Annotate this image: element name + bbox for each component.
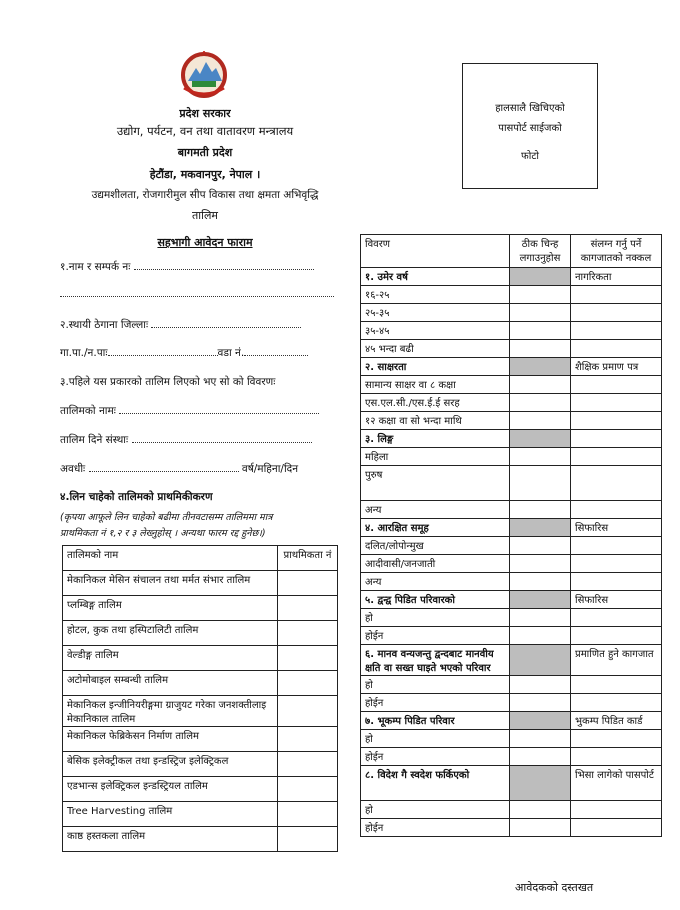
training-org-dots <box>132 434 312 443</box>
tick-cell[interactable] <box>510 376 571 394</box>
option-label-cell: होईन <box>361 819 510 837</box>
tick-cell-disabled <box>510 519 571 537</box>
section-heading-cell: ४. आरक्षित समूह <box>361 519 510 537</box>
table-row <box>361 412 662 430</box>
name-dots <box>134 261 314 270</box>
header-line-6: तालिम <box>191 209 218 222</box>
section-heading-cell: ७. भूकम्प पिडित परिवार <box>361 712 510 730</box>
priority-input-cell[interactable] <box>278 727 338 752</box>
tick-cell-disabled <box>510 591 571 609</box>
option-label-cell: ४५ भन्दा बढी <box>361 340 510 358</box>
training-name-dots <box>119 405 319 414</box>
document-cell <box>571 694 662 712</box>
priority-input-cell[interactable] <box>278 752 338 777</box>
table-row <box>63 727 338 752</box>
document-cell: भुकम्प पिडित कार्ड <box>571 712 662 730</box>
table-row <box>361 394 662 412</box>
priority-note-1: (कृपया आफूले लिन चाहेको बढीमा तीनवटासम्म तालिममा मात्र <box>60 512 273 523</box>
priority-note-2: प्राथमिकता नं १,२ र ३ लेख्नुहोस् । अन्यथा फारम रद्द हुनेछ।) <box>60 528 266 539</box>
document-cell <box>571 801 662 819</box>
table-row <box>63 802 338 827</box>
option-label-cell: २५-३५ <box>361 304 510 322</box>
document-cell <box>571 304 662 322</box>
photo-box[interactable] <box>462 63 598 189</box>
tick-cell[interactable] <box>510 748 571 766</box>
priority-input-cell[interactable] <box>278 827 338 852</box>
prev-training-label: ३.पहिले यस प्रकारको तालिम लिएको भए सो को विवरणः <box>60 376 276 388</box>
priority-input-cell[interactable] <box>278 777 338 802</box>
training-org-label: तालिम दिने संस्थाः <box>60 434 129 446</box>
eligibility-table <box>360 234 662 837</box>
tick-cell[interactable] <box>510 412 571 430</box>
applicant-signature: आवेदकको दस्तखत <box>515 881 594 894</box>
option-label-cell: होईन <box>361 748 510 766</box>
priority-input-cell[interactable] <box>278 671 338 696</box>
table-row <box>63 646 338 671</box>
col-docs: संलग्न गर्नु पर्ने कागजातको नक्कल <box>571 235 662 268</box>
document-cell <box>571 412 662 430</box>
tick-cell[interactable] <box>510 627 571 645</box>
tick-cell-disabled <box>510 268 571 286</box>
training-name-cell: Tree Harvesting तालिम <box>63 802 278 827</box>
table-row <box>63 777 338 802</box>
section-heading-cell: ३. लिङ्ग <box>361 430 510 448</box>
training-name-cell: बेसिक इलेक्ट्रीकल तथा इन्डस्ट्रिज इलेक्ट्रिकल <box>63 752 278 777</box>
tick-cell[interactable] <box>510 448 571 466</box>
table-row <box>361 645 662 676</box>
header-line-1: प्रदेश सरकार <box>179 107 231 120</box>
ward-label: वडा नं. <box>217 347 245 359</box>
table-row <box>63 596 338 621</box>
table-row <box>361 268 662 286</box>
district-label: २.स्थायी ठेगाना जिल्लाः <box>60 319 149 331</box>
option-label-cell: आदीवासी/जनजाती <box>361 555 510 573</box>
priority-heading: ४.लिन चाहेको तालिमको प्राथमिकीकरण <box>60 491 213 503</box>
training-name-cell: अटोमोबाइल सम्बन्धी तालिम <box>63 671 278 696</box>
table-row <box>361 555 662 573</box>
training-name-cell: मेकानिकल फेब्रिकेसन निर्माण तालिम <box>63 727 278 752</box>
document-cell <box>571 676 662 694</box>
tick-cell[interactable] <box>510 730 571 748</box>
option-label-cell: हो <box>361 801 510 819</box>
district-dots <box>151 319 301 328</box>
tick-cell[interactable] <box>510 322 571 340</box>
tick-cell-disabled <box>510 712 571 730</box>
document-cell <box>571 609 662 627</box>
tick-cell[interactable] <box>510 694 571 712</box>
table-row <box>361 609 662 627</box>
training-name-cell: एडभान्स इलेक्ट्रिकल इन्डस्ट्रियल तालिम <box>63 777 278 802</box>
document-cell <box>571 376 662 394</box>
document-cell <box>571 537 662 555</box>
priority-input-cell[interactable] <box>278 571 338 596</box>
option-label-cell: अन्य <box>361 501 510 519</box>
table-row <box>361 501 662 519</box>
district-field[interactable] <box>60 318 301 332</box>
table-row <box>361 694 662 712</box>
table-row <box>361 448 662 466</box>
document-cell <box>571 555 662 573</box>
tick-cell-disabled <box>510 430 571 448</box>
training-name-cell: होटल, कुक तथा हस्पिटालिटी तालिम <box>63 621 278 646</box>
training-name-cell: मेकानिकल इन्जीनियरीङ्गमा ग्राजुयट गरेका जनशक्तीलाइ मेकानिकाल तालिम <box>63 696 278 727</box>
table-row <box>361 466 662 501</box>
training-name-cell: वेल्डीङ्ग तालिम <box>63 646 278 671</box>
tick-cell[interactable] <box>510 466 571 501</box>
table-row <box>63 696 338 727</box>
section-heading-cell: ६. मानव वन्यजन्तु द्वन्दबाट मानवीय क्षति वा सख्त घाइते भएको परिवार <box>361 645 510 676</box>
option-label-cell: हो <box>361 730 510 748</box>
tick-cell-disabled <box>510 766 571 801</box>
header-line-3: बागमती प्रदेश <box>177 146 233 159</box>
table-row <box>361 519 662 537</box>
table-row <box>361 358 662 376</box>
photo-line-1: हालसालै खिचिएको <box>495 103 565 114</box>
table-row <box>361 819 662 837</box>
duration-dots <box>89 463 239 472</box>
photo-line-2: पासपोर्ट साईजको <box>498 123 562 134</box>
option-label-cell: ३५-४५ <box>361 322 510 340</box>
training-org-field[interactable] <box>60 433 312 447</box>
section-heading-cell: ५. द्वन्द्व पिडित परिवारको <box>361 591 510 609</box>
duration-unit: वर्ष/महिना/दिन <box>241 463 299 475</box>
gapa-dots <box>108 347 218 356</box>
col-training-name: तालिमको नाम <box>63 546 278 571</box>
table-row <box>361 304 662 322</box>
duration-label: अवधीः <box>60 463 86 475</box>
table-row <box>63 752 338 777</box>
priority-input-cell[interactable] <box>278 696 338 727</box>
tick-cell[interactable] <box>510 304 571 322</box>
option-label-cell: पुरुष <box>361 466 510 501</box>
option-label-cell: दलित/लोपोन्मुख <box>361 537 510 555</box>
training-name-cell: प्लम्बिङ्ग तालिम <box>63 596 278 621</box>
option-label-cell: होईन <box>361 694 510 712</box>
name-field[interactable] <box>60 260 314 274</box>
table-row <box>361 748 662 766</box>
document-cell <box>571 501 662 519</box>
option-label-cell: महिला <box>361 448 510 466</box>
document-cell <box>571 748 662 766</box>
document-cell <box>571 466 662 501</box>
document-cell: शैक्षिक प्रमाण पत्र <box>571 358 662 376</box>
table-row <box>361 766 662 801</box>
table-row <box>63 671 338 696</box>
option-label-cell: सामान्य साक्षर वा ८ कक्षा <box>361 376 510 394</box>
tick-cell[interactable] <box>510 286 571 304</box>
name-dots-2 <box>60 288 334 297</box>
table-row <box>361 573 662 591</box>
document-cell <box>571 394 662 412</box>
option-label-cell: एस.एल.सी./एस.ई.ई सरह <box>361 394 510 412</box>
document-cell <box>571 286 662 304</box>
option-label-cell: अन्य <box>361 573 510 591</box>
section-heading-cell: १. उमेर वर्ष <box>361 268 510 286</box>
table-row <box>361 322 662 340</box>
training-name-cell: काष्ठ हस्तकला तालिम <box>63 827 278 852</box>
tick-cell[interactable] <box>510 537 571 555</box>
table-row <box>63 621 338 646</box>
name-field-line2[interactable] <box>60 288 334 300</box>
training-priority-table <box>62 545 338 852</box>
table-row <box>361 286 662 304</box>
table-row <box>361 537 662 555</box>
ward-dots <box>244 347 308 356</box>
header-line-5: उद्यमशीलता, रोजगारीमुल सीप विकास तथा क्षमता अभिवृद्धि <box>91 189 319 201</box>
duration-field[interactable] <box>60 462 298 476</box>
document-cell <box>571 819 662 837</box>
table-row <box>63 571 338 596</box>
document-cell <box>571 627 662 645</box>
option-label-cell: होईन <box>361 627 510 645</box>
document-cell <box>571 730 662 748</box>
col-details: विवरण <box>361 235 510 268</box>
document-cell: सिफारिस <box>571 519 662 537</box>
form-title: सहभागी आवेदन फाराम <box>157 236 253 249</box>
document-cell: प्रमाणित हुने कागजात <box>571 645 662 676</box>
nepal-emblem-icon <box>178 48 230 100</box>
option-label-cell: १२ कक्षा वा सो भन्दा माथि <box>361 412 510 430</box>
table-row <box>361 430 662 448</box>
document-cell <box>571 322 662 340</box>
training-name-label: तालिमको नामः <box>60 405 116 417</box>
document-cell: भिसा लागेको पासपोर्ट <box>571 766 662 801</box>
tick-cell[interactable] <box>510 555 571 573</box>
training-name-cell: मेकानिकल मेसिन संचालन तथा मर्मत संभार तालिम <box>63 571 278 596</box>
table-row <box>361 591 662 609</box>
option-label-cell: हो <box>361 609 510 627</box>
gapa-label: गा.पा./न.पाः <box>60 347 108 359</box>
table-row <box>361 376 662 394</box>
document-cell: सिफारिस <box>571 591 662 609</box>
priority-input-cell[interactable] <box>278 646 338 671</box>
tick-cell[interactable] <box>510 609 571 627</box>
tick-cell-disabled <box>510 358 571 376</box>
tick-cell[interactable] <box>510 394 571 412</box>
document-cell <box>571 340 662 358</box>
priority-input-cell[interactable] <box>278 621 338 646</box>
tick-cell-disabled <box>510 645 571 676</box>
col-tick: ठीक चिन्ह लगाउनुहोस <box>510 235 571 268</box>
header-line-4: हेटौंडा, मकवानपुर, नेपाल । <box>149 168 261 181</box>
training-name-field[interactable] <box>60 404 319 418</box>
table-row <box>361 712 662 730</box>
tick-cell[interactable] <box>510 801 571 819</box>
tick-cell[interactable] <box>510 819 571 837</box>
option-label-cell: १६-२५ <box>361 286 510 304</box>
col-priority: प्राथमिकता नं <box>278 546 338 571</box>
document-cell <box>571 448 662 466</box>
gapa-field[interactable] <box>60 346 308 360</box>
table-row <box>361 627 662 645</box>
option-label-cell: हो <box>361 676 510 694</box>
table-row <box>361 676 662 694</box>
document-cell <box>571 430 662 448</box>
document-cell <box>571 573 662 591</box>
table-row <box>63 827 338 852</box>
name-label: १.नाम र सम्पर्क नः <box>60 261 131 273</box>
priority-input-cell[interactable] <box>278 802 338 827</box>
table-row <box>361 801 662 819</box>
tick-cell[interactable] <box>510 501 571 519</box>
priority-input-cell[interactable] <box>278 596 338 621</box>
tick-cell[interactable] <box>510 340 571 358</box>
section-heading-cell: २. साक्षरता <box>361 358 510 376</box>
tick-cell[interactable] <box>510 676 571 694</box>
header-line-2: उद्योग, पर्यटन, वन तथा वातावरण मन्त्रालय <box>116 124 294 138</box>
table-row <box>361 730 662 748</box>
document-cell: नागरिकता <box>571 268 662 286</box>
table-row <box>361 340 662 358</box>
section-heading-cell: ८. विदेश गै स्वदेश फर्किएको <box>361 766 510 801</box>
photo-line-3: फोटो <box>521 151 539 162</box>
tick-cell[interactable] <box>510 573 571 591</box>
